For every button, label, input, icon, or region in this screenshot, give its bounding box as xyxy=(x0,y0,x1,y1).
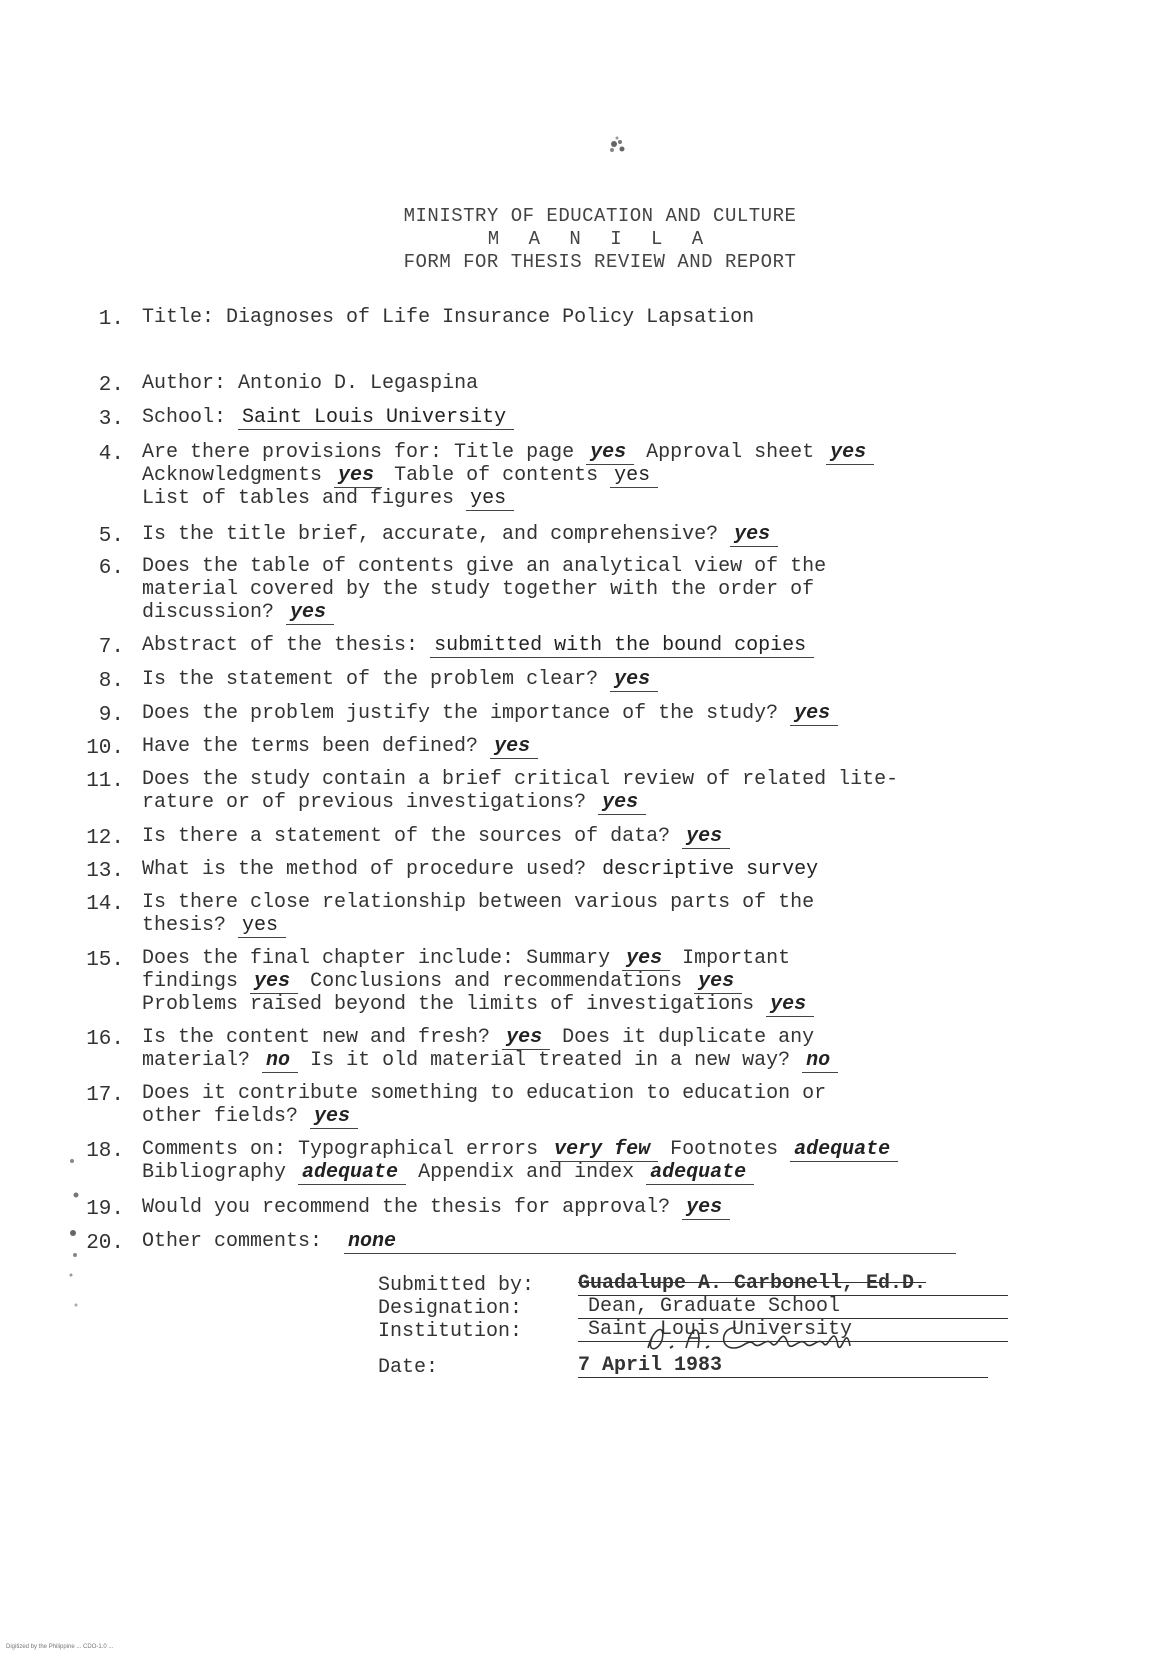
item-number: 6. xyxy=(98,557,124,580)
item-number: 9. xyxy=(98,704,124,727)
provisions-question: Are there provisions for: Title page yes Approval sheet yes xyxy=(142,441,874,465)
toc-question: Does the table of contents give an analytical view of the xyxy=(142,555,827,578)
author-field: Author: Antonio D. Legaspina xyxy=(142,372,479,395)
answer: yes xyxy=(826,441,874,465)
submitted-by-label: Submitted by: xyxy=(378,1274,535,1297)
answer: yes xyxy=(730,523,778,547)
answer: yes xyxy=(790,702,838,726)
other-comments-question: Other comments: none xyxy=(142,1230,956,1254)
form-heading: FORM FOR THESIS REVIEW AND REPORT xyxy=(403,251,797,273)
answer: yes xyxy=(682,1196,730,1220)
thesis-title: Diagnoses of Life Insurance Policy Lapsation xyxy=(226,306,755,329)
item-number: 1. xyxy=(98,308,124,331)
answer: yes xyxy=(502,1026,550,1050)
answer: yes xyxy=(622,947,670,971)
institution-value: Saint Louis University xyxy=(578,1318,1008,1342)
answer: adequate xyxy=(646,1161,754,1185)
problem-statement-question: Is the statement of the problem clear? yes xyxy=(142,668,658,692)
answer: no xyxy=(802,1049,838,1073)
final-chapter-question: Does the final chapter include: Summary yes Important xyxy=(142,947,791,970)
literature-question: Does the study contain a brief critical review of related lite- xyxy=(142,768,899,791)
item-number: 20. xyxy=(86,1232,124,1255)
item-number: 15. xyxy=(86,949,124,972)
answer: adequate xyxy=(790,1138,898,1162)
comments-on-question: Comments on: Typographical errors very few Footnotes adequate xyxy=(142,1138,898,1162)
smudge-mark xyxy=(600,130,636,160)
item-number: 2. xyxy=(98,374,124,397)
title-quality-question: Is the title brief, accurate, and comprehensive? yes xyxy=(142,523,778,547)
answer: yes xyxy=(766,993,814,1017)
answer: none xyxy=(344,1230,956,1254)
item-number: 16. xyxy=(86,1028,124,1051)
answer: yes xyxy=(286,601,334,625)
school-field: School: Saint Louis University xyxy=(142,406,514,430)
item-number: 18. xyxy=(86,1140,124,1163)
answer: very few xyxy=(550,1138,658,1162)
answer: yes xyxy=(694,970,742,994)
answer: yes xyxy=(598,791,646,815)
recommend-question: Would you recommend the thesis for approval? yes xyxy=(142,1196,730,1220)
answer: yes xyxy=(610,464,658,488)
designation-value: Dean, Graduate School xyxy=(578,1295,1008,1319)
answer: yes xyxy=(490,735,538,759)
item-number: 7. xyxy=(98,636,124,659)
ministry-heading: MINISTRY OF EDUCATION AND CULTURE xyxy=(403,205,797,227)
relationship-question: Is there close relationship between various parts of the xyxy=(142,891,815,914)
answer: yes xyxy=(682,825,730,849)
sources-question: Is there a statement of the sources of data? yes xyxy=(142,825,730,849)
item-number: 4. xyxy=(98,443,124,466)
item-number: 17. xyxy=(86,1084,124,1107)
institution-label: Institution: xyxy=(378,1320,523,1343)
answer: yes xyxy=(334,464,382,488)
city-heading: M A N I L A xyxy=(487,228,713,250)
answer: yes xyxy=(466,487,514,511)
item-number: 14. xyxy=(86,893,124,916)
item-number: 3. xyxy=(98,408,124,431)
answer: descriptive survey xyxy=(602,858,819,881)
date-value: 7 April 1983 xyxy=(578,1354,988,1378)
item-number: 11. xyxy=(86,770,124,793)
terms-question: Have the terms been defined? yes xyxy=(142,735,538,759)
submitted-by-value: Guadalupe A. Carbonell, Ed.D. xyxy=(578,1272,1008,1296)
method-question: What is the method of procedure used? descriptive survey xyxy=(142,858,826,881)
answer: submitted with the bound copies xyxy=(430,634,814,658)
school-name: Saint Louis University xyxy=(238,406,514,430)
answer: no xyxy=(262,1049,298,1073)
content-question: Is the content new and fresh? yes Does it duplicate any xyxy=(142,1026,815,1049)
contribution-question: Does it contribute something to education to education or xyxy=(142,1082,827,1105)
item-number: 5. xyxy=(98,525,124,548)
item-number: 8. xyxy=(98,670,124,693)
title-field: Title: Diagnoses of Life Insurance Policy Lapsation xyxy=(142,306,755,329)
item-number: 10. xyxy=(86,737,124,760)
author-name: Antonio D. Legaspina xyxy=(238,372,479,395)
item-number: 13. xyxy=(86,860,124,883)
justify-question: Does the problem justify the importance of the study? yes xyxy=(142,702,838,726)
answer: yes xyxy=(610,668,658,692)
answer: yes xyxy=(250,970,298,994)
answer: yes xyxy=(586,441,634,465)
scan-edge-marks xyxy=(64,1155,86,1355)
date-label: Date: xyxy=(378,1356,439,1379)
answer: adequate xyxy=(298,1161,406,1185)
footer-note: Digitized by the Philippine ... CDO-1.0 ... xyxy=(6,1644,114,1650)
item-number: 19. xyxy=(86,1198,124,1221)
designation-label: Designation: xyxy=(378,1297,523,1320)
answer: yes xyxy=(238,914,286,938)
answer: yes xyxy=(310,1105,358,1129)
item-number: 12. xyxy=(86,827,124,850)
abstract-question: Abstract of the thesis: submitted with the bound copies xyxy=(142,634,814,658)
